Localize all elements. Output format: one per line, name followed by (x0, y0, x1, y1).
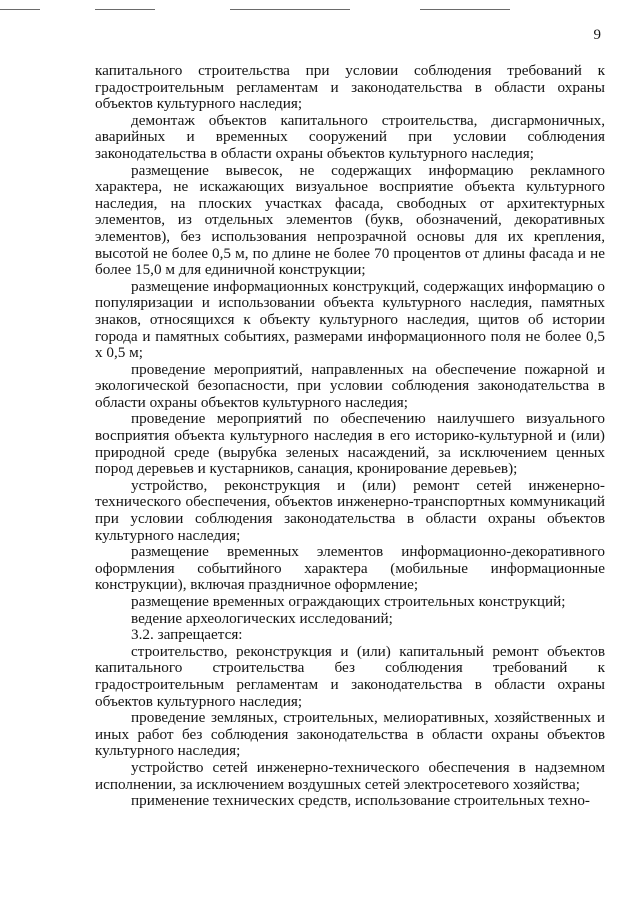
scan-artifact-line (420, 9, 510, 10)
paragraph: проведение земляных, строительных, мелиоративных, хозяйственных и иных работ без соблюдения законодательства в области охраны объектов культурного наследия; (95, 709, 605, 760)
scan-artifact-line (95, 9, 155, 10)
paragraph: размещение временных ограждающих строительных конструкций; (131, 593, 566, 610)
document-body (95, 63, 605, 810)
scan-artifact-line (0, 9, 40, 10)
paragraph: капитального строительства при условии соблюдения требований к градостроительным регламентам и законодательства в области охраны объектов культурного наследия; (95, 62, 605, 113)
paragraph: применение технических средств, использование строительных техно- (131, 792, 590, 810)
paragraph: ведение археологических исследований; (131, 609, 393, 627)
page-number: 9 (593, 27, 601, 43)
paragraph: устройство, реконструкция и (или) ремонт сетей инженерно-технического обеспечения, объектов инженерно-транспортных коммуникаций при условии соблюдения законодательства в области охраны объектов культурного наследия; (95, 476, 605, 544)
paragraph: строительство, реконструкция и (или) капитальный ремонт объектов капитального строительства без соблюдения требований к градостроительным регламентам и законодательства в области охраны объектов культурного наследия; (95, 642, 605, 710)
paragraph: устройство сетей инженерно-технического обеспечения в надземном исполнении, за исключением воздушных сетей электросетевого хозяйства; (95, 758, 605, 793)
paragraph: размещение временных элементов информационно-декоративного оформления событийного характера (мобильные информационные конструкции), включая праздничное оформление; (95, 543, 605, 594)
paragraph: проведение мероприятий, направленных на обеспечение пожарной и экологической безопасности, при условии соблюдения законодательства в области охраны объектов культурного наследия; (95, 360, 605, 411)
paragraph: размещение информационных конструкций, содержащих информацию о популяризации и использовании объекта культурного наследия, памятных знаков, относящихся к объекту культурного наследия, щитов об истории города и памятных событиях, размерами информационного поля не более 0,5 х 0,5 м; (95, 277, 605, 362)
section-heading: 3.2. запрещается: (131, 626, 243, 644)
scan-artifact-line (230, 9, 350, 10)
paragraph: размещение вывесок, не содержащих информацию рекламного характера, не искажающих визуальное восприятие объекта культурного наследия, на плоских участках фасада, свободных от архитектурных элементов, из отдельных элементов (букв, обозначений, декоративных элементов), без использования непрозрачной основы для их крепления, высотой не более 0,5 м, по длине не более 70 процентов от длины фасада и не более 15,0 м для единичной конструкции; (95, 161, 605, 279)
paragraph: проведение мероприятий по обеспечению наилучшего визуального восприятия объекта культурного наследия в его историко-культурной и (или) природной среде (вырубка зеленых насаждений, за исключением ценных пород деревьев и кустарников, санация, кронирование деревьев); (95, 410, 605, 478)
paragraph: демонтаж объектов капитального строительства, дисгармоничных, аварийных и временных сооружений при условии соблюдения законодательства в области охраны объектов культурного наследия; (95, 111, 605, 162)
